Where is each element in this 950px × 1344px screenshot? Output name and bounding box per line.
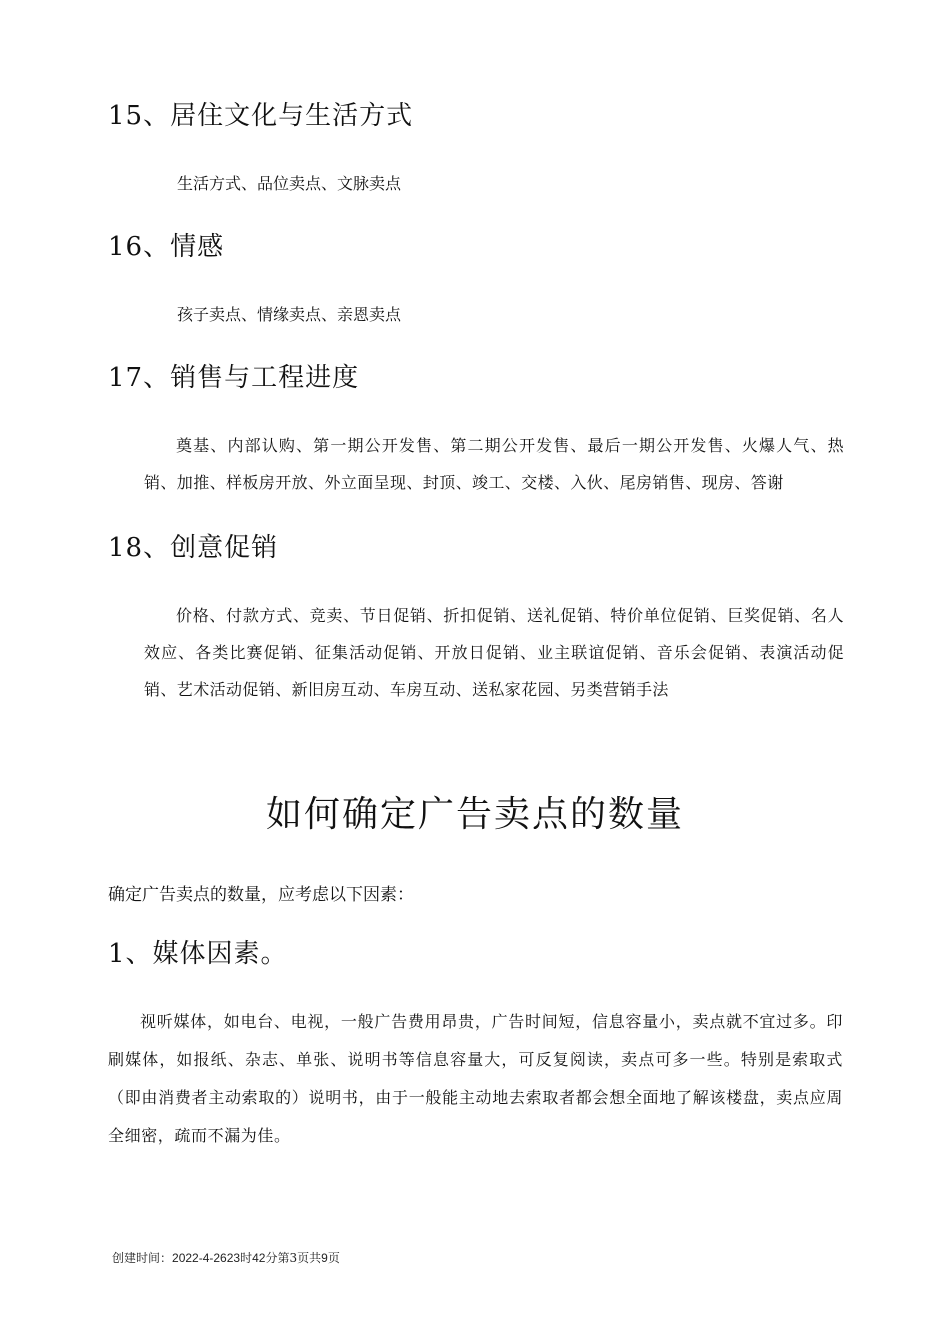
footer-page-number: 3 [289, 1251, 298, 1265]
section-17-heading: 17、销售与工程进度 [108, 363, 360, 393]
footer-minute-unit: 分第 [265, 1251, 290, 1265]
media-factor-body: 视听媒体，如电台、电视，一般广告费用昂贵，广告时间短，信息容量小，卖点就不宜过多。印刷媒体，如报纸、杂志、单张、说明书等信息容量大，可反复阅读，卖点可多一些。特别是索取式（即由消费者主动索取的）说明书，由于一般能主动地去索取者都会想全面地了解该楼盘，卖点应周全细密，疏而不漏为佳。 [108, 1012, 843, 1145]
article-intro: 确定广告卖点的数量，应考虑以下因素： [108, 885, 414, 905]
section-17-content: 奠基、内部认购、第一期公开发售、第二期公开发售、最后一期公开发售、火爆人气、热销、加推、样板房开放、外立面呈现、封顶、竣工、交楼、入伙、尾房销售、现房、答谢 [144, 436, 844, 492]
page-footer [112, 1250, 340, 1266]
footer-page-mid: 页共 [297, 1251, 322, 1265]
section-15-heading: 15、居住文化与生活方式 [108, 101, 414, 131]
footer-page-unit: 页 [327, 1251, 340, 1265]
footer-hour: 23 [226, 1251, 241, 1265]
footer-total-pages: 9 [321, 1251, 328, 1265]
section-15-content: 生活方式、品位卖点、文脉卖点 [177, 174, 402, 193]
section-16-heading: 16、情感 [108, 232, 225, 262]
article-title: 如何确定广告卖点的数量 [265, 794, 684, 835]
footer-label: 创建时间： [112, 1251, 173, 1265]
section-18-heading: 18、创意促销 [108, 533, 279, 563]
footer-minute: 42 [252, 1251, 266, 1265]
footer-hour-unit: 时 [240, 1251, 253, 1265]
media-factor-heading: 1、媒体因素。 [108, 939, 288, 969]
section-18-content: 价格、付款方式、竞卖、节日促销、折扣促销、送礼促销、特价单位促销、巨奖促销、名人效应、各类比赛促销、征集活动促销、开放日促销、业主联谊促销、音乐会促销、表演活动促销、艺术活动促销、新旧房互动、车房互动、送私家花园、另类营销手法 [144, 606, 844, 699]
section-16-content: 孩子卖点、情缘卖点、亲恩卖点 [177, 305, 402, 324]
footer-date: 2022-4-26 [172, 1251, 227, 1265]
